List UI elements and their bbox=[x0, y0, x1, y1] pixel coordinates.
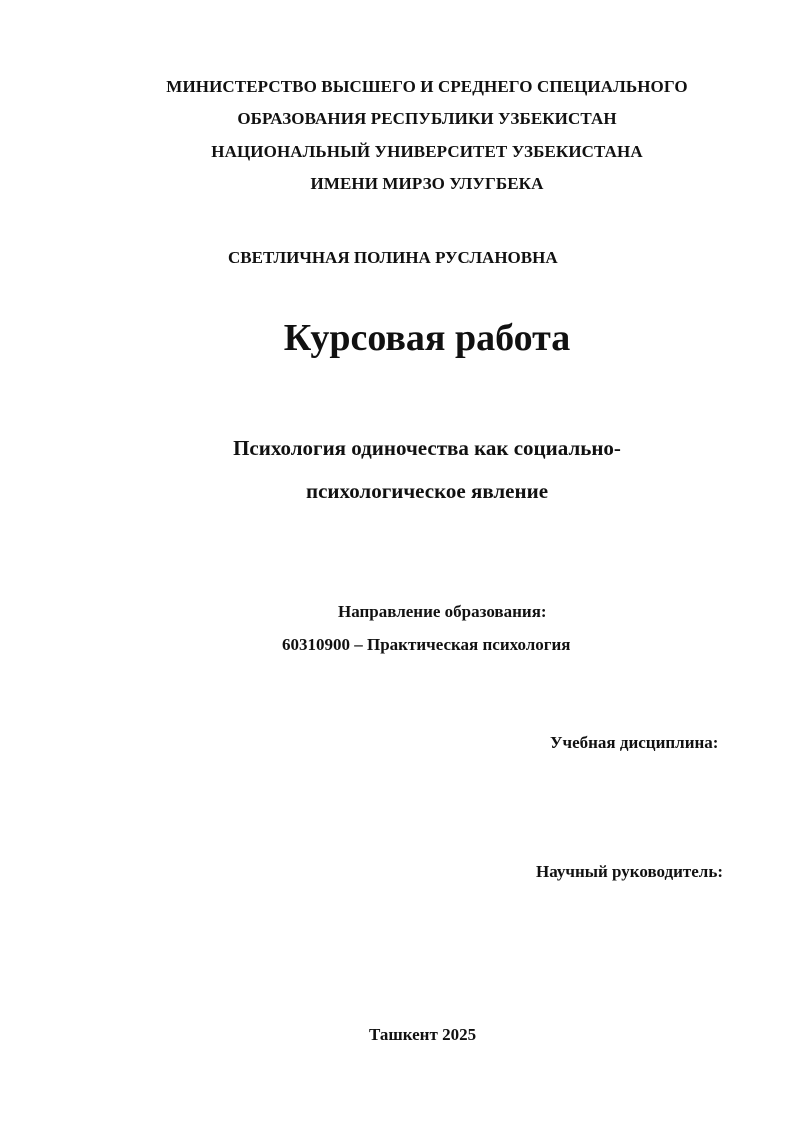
topic-line-2: психологическое явление bbox=[305, 479, 549, 503]
discipline-label: Учебная дисциплина: bbox=[550, 733, 719, 752]
city-year: Ташкент 2025 bbox=[369, 1025, 477, 1044]
ministry-line-1: МИНИСТЕРСТВО ВЫСШЕГО И СРЕДНЕГО СПЕЦИАЛЬНОГО bbox=[166, 77, 688, 96]
direction-value: 60310900 – Практическая психология bbox=[282, 635, 571, 654]
ministry-line-4: ИМЕНИ МИРЗО УЛУГБЕКА bbox=[310, 174, 544, 193]
topic-line-1: Психология одиночества как социально- bbox=[233, 436, 621, 460]
direction-label: Направление образования: bbox=[338, 602, 547, 621]
author-name: СВЕТЛИЧНАЯ ПОЛИНА РУСЛАНОВНА bbox=[228, 248, 558, 267]
document-type-title: Курсовая работа bbox=[283, 317, 571, 359]
ministry-line-2: ОБРАЗОВАНИЯ РЕСПУБЛИКИ УЗБЕКИСТАН bbox=[237, 109, 617, 128]
ministry-line-3: НАЦИОНАЛЬНЫЙ УНИВЕРСИТЕТ УЗБЕКИСТАНА bbox=[211, 142, 643, 161]
supervisor-label: Научный руководитель: bbox=[536, 862, 723, 881]
